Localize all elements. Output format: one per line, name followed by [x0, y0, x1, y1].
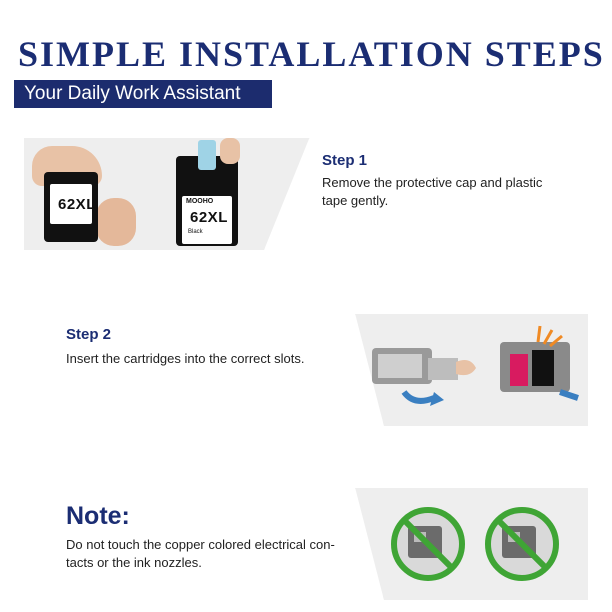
step2-text: Insert the cartridges into the correct slots.	[66, 351, 305, 366]
hand-shape	[220, 138, 240, 164]
step2-title: Step 2	[66, 326, 112, 343]
prohibited-icon	[384, 488, 588, 600]
subtitle-banner: Your Daily Work Assistant	[14, 80, 272, 108]
tape-shape	[198, 140, 216, 170]
cartridge-color-label: Black	[188, 229, 203, 235]
page-title: SIMPLE INSTALLATION STEPS	[18, 34, 605, 74]
step1-text-line: tape gently.	[322, 193, 389, 208]
step1-image	[24, 138, 264, 250]
note-title: Note:	[66, 502, 130, 530]
note-text-line: Do not touch the copper colored electrical con-	[66, 537, 335, 552]
cartridge-image	[44, 172, 98, 242]
cartridge-model: 62XL	[190, 209, 228, 226]
step2-image	[364, 314, 588, 426]
cartridge-model: 62XL	[58, 196, 96, 213]
cartridge-brand: MOOHO	[186, 198, 214, 205]
step1-text-line: Remove the protective cap and plastic	[322, 175, 543, 190]
note-text-line: tacts or the ink nozzles.	[66, 555, 202, 570]
note-text	[66, 536, 335, 572]
step1-text	[322, 174, 542, 210]
printer-carriage-illustration	[364, 314, 588, 426]
hand-shape	[96, 198, 136, 246]
step1-title: Step 1	[322, 152, 368, 169]
note-image	[384, 488, 588, 600]
